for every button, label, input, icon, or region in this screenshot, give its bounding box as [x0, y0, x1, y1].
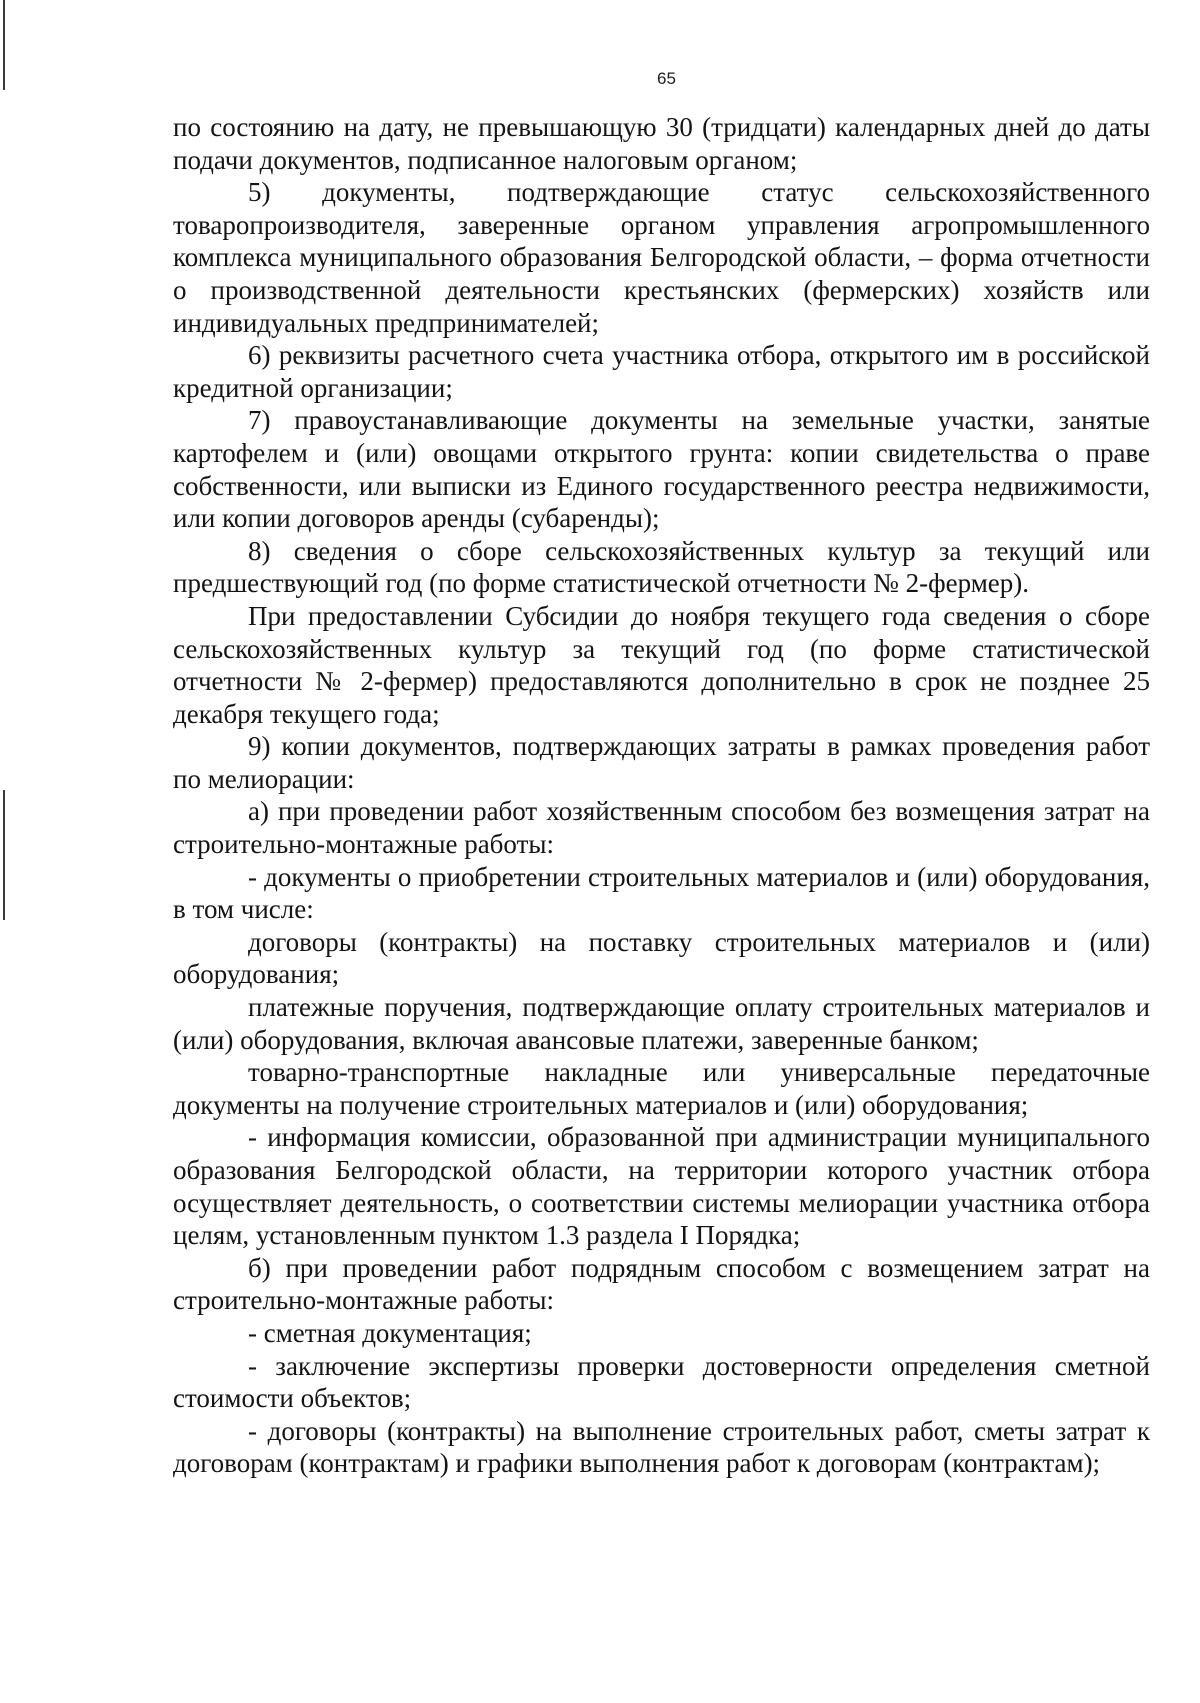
page-number: 65: [657, 69, 676, 88]
paragraph: - сметная документация;: [248, 1317, 532, 1348]
paragraph: - договоры (контракты) на выполнение строительных работ, сметы затрат к договорам (контрактам) и графики выполнения работ к договорам (контрактам);: [173, 1415, 1150, 1479]
paragraph: - документы о приобретении строительных материалов и (или) оборудования, в том числе:: [173, 861, 1150, 925]
paragraph: 8) сведения о сборе сельскохозяйственных культур за текущий или предшествующий год (по форме статистической отчетности № 2-фермер).: [173, 535, 1150, 599]
paragraph: При предоставлении Субсидии до ноября текущего года сведения о сборе сельскохозяйственных культур за текущий год (по форме статистической отчетности № 2-фермер) предоставляются дополнительно в срок не позднее 25 декабря текущего года;: [173, 600, 1150, 729]
paragraph: 7) правоустанавливающие документы на земельные участки, занятые картофелем и (или) овощами открытого грунта: копии свидетельства о праве собственности, или выписки из Единого государственного реестра недвижимости, или копии договоров аренды (субаренды);: [173, 405, 1150, 534]
paragraph: 6) реквизиты расчетного счета участника отбора, открытого им в российской кредитной организации;: [173, 340, 1150, 403]
paragraph: - информация комиссии, образованной при администрации муниципального образования Белгородской области, на территории которого участник отбора осуществляет деятельность, о соответствии системы мелиорации участника отбора целям, установленным пунктом 1.3 раздела I Порядка;: [173, 1122, 1150, 1251]
document-body: [173, 111, 1150, 1480]
paragraph: а) при проведении работ хозяйственным способом без возмещения затрат на строительно-монтажные работы:: [173, 796, 1150, 860]
paragraph: б) при проведении работ подрядным способом с возмещением затрат на строительно-монтажные работы:: [173, 1252, 1150, 1316]
paragraph: 9) копии документов, подтверждающих затраты в рамках проведения работ по мелиорации:: [173, 731, 1150, 794]
paragraph: по состоянию на дату, не превышающую 30 (тридцати) календарных дней до даты подачи документов, подписанное налоговым органом;: [173, 112, 1150, 175]
paragraph: товарно-транспортные накладные или универсальные передаточные документы на получение строительных материалов и (или) оборудования;: [173, 1057, 1150, 1120]
paragraph: - заключение экспертизы проверки достоверности определения сметной стоимости объектов;: [173, 1350, 1150, 1414]
paragraph: 5) документы, подтверждающие статус сельскохозяйственного товаропроизводителя, заверенные органом управления агропромышленного комплекса муниципального образования Белгородской области, – форма отчетности о производственной деятельности крестьянских (фермерских) хозяйств или индивидуальных предпринимателей;: [173, 177, 1150, 338]
scan-edge-mark: [3, 790, 5, 920]
paragraph: платежные поручения, подтверждающие оплату строительных материалов и (или) оборудования, включая авансовые платежи, заверенные банком;: [173, 992, 1150, 1055]
paragraph: договоры (контракты) на поставку строительных материалов и (или) оборудования;: [173, 926, 1150, 990]
